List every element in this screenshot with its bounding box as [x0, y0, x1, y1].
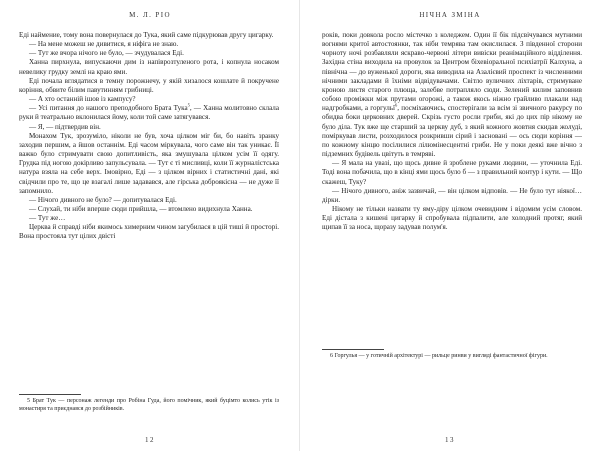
paragraph-text: , — Ханна молитовно склала руки й театрально вклонилася йому, коли той саме затягувався.	[19, 104, 279, 122]
right-page-body	[322, 31, 582, 232]
paragraph	[322, 187, 582, 205]
paragraph-text: — Я мала на увазі, що щось дивне й зроблене руками людини, — уточнила Еді. Тоді вона побачила, що в кінці ями щось було б — з правильний контур і кути. — Що скажеш, Туку?	[322, 159, 582, 186]
paragraph	[19, 49, 279, 58]
paragraph-text: — На мене можеш не дивитися, я ніфіга не знаю.	[29, 40, 179, 49]
paragraph-text: — Слухай, ти ніби вперше сюди прийшла, — втомлено видихнула Ханна.	[29, 204, 253, 213]
paragraph-text: — Тут же…	[29, 214, 66, 223]
paragraph-text: — Тут же вчора нічого не було, — зчудувалася Еді.	[29, 49, 184, 58]
paragraph-text: Нікому не тільки назвати ту яму-діру цілком очевидним і відомим усім словом. Еді дістала з кишені цигарку й спробувала підпалити, але холодний протяг, який щипав її за носа, щоразу задував полум'я.	[322, 204, 582, 232]
paragraph-text: — Нічого дивного не було? — допитувалася Еді.	[29, 195, 177, 204]
paragraph	[19, 205, 279, 214]
page-number-left: 12	[145, 436, 155, 444]
paragraph-text: Еді почала вглядатися в темну порожнечу, у якій хизалося кошлате й покручене коріння, обвите білим павутинням грибниці.	[19, 76, 279, 94]
footnote-marker: 5	[187, 102, 190, 108]
paragraph	[19, 196, 279, 205]
paragraph-text: Монахом Тук, зрозуміло, ніколи не був, хоча цілком міг би, бо навіть зранку заходив першим, а йшов останнім. Еді часом міркувала, чого саме він так уникає. Її важко було стримувати свою допитливість, яка змушувала цілком усім її одягу. Грудка під ногою докірливо запульсувала. — Тут є ті мисливці, коли її журналістська натура взяла на себе верх. Імовірно, Еді — з цілком вірних і статистичні дані, які свідчили про те, що це взагалі лише задавався, але гірська доброякісна — не дуже її запомнило.	[19, 131, 279, 195]
paragraph-text: — Нічого дивного, аніж зазвичай, — він цілком відповів. — Не було тут ніякої… дірки.	[322, 186, 582, 204]
paragraph-text: Еді наймение, тому вона повернулася до Тука, який саме підкурював другу цигарку.	[19, 31, 274, 39]
paragraph-text: — А хто останній ішов із кампусу?	[29, 95, 136, 104]
paragraph	[322, 31, 582, 159]
footnote-text: 6 Горгулья — у готичній архітектурі — рильце ринви у вигляді фантастичної фігури.	[330, 353, 548, 359]
paragraph	[19, 223, 279, 241]
paragraph-text: — Я, — підтвердив він.	[29, 122, 101, 131]
right-footnote	[322, 353, 582, 361]
footnote-rule	[322, 349, 384, 350]
running-head-title: НІЧНА ЗМІНА	[419, 11, 481, 19]
paragraph	[19, 104, 279, 122]
paragraph	[322, 159, 582, 186]
paragraph-text: , посміхаючись, спостерігали за всім зі звичного ракурсу по обидва боки церковних дверей. Скрізь густо росли гриби, які до цих пір нікому не було діла. Тук вже ще старший за церкву дуб, з який кожного жовтня скидав жолуді, поміркував листи, розходилося розкривши сірий і засновані — ось сюди коріння — по кожному кінцю посілилися лілюмінесцентні гриби. Не у поки деякі вже вічно з підземних будівель цвітуть в темряві.	[322, 104, 582, 159]
paragraph	[19, 58, 279, 76]
footnote-text: 5 Брат Тук — персонаж легенди про Робіна Гуда, його помічник, який буцімто колись утік із монастиря та приєднався до розбійників.	[19, 398, 279, 412]
footnote-rule	[19, 394, 81, 395]
paragraph	[19, 77, 279, 95]
paragraph	[322, 205, 582, 232]
paragraph	[19, 123, 279, 132]
left-page-body	[19, 31, 279, 242]
left-footnote	[19, 398, 279, 413]
paragraph	[19, 214, 279, 223]
running-head-author: М. Л. РІО	[129, 11, 171, 19]
right-page	[300, 0, 600, 451]
paragraph-text: Церква й справді ніби якимось химерним чином загубилася в цій тиші й просторі. Вона простояла тут цілих двісті	[19, 223, 279, 241]
footnote-marker: 6	[395, 102, 398, 108]
paragraph	[19, 132, 279, 196]
paragraph	[19, 95, 279, 104]
paragraph-text: — Усі питання до нашого преподобного Брата Тука	[29, 104, 188, 113]
paragraph-text: Ханна пирхнула, випускаючи дим із напіврозтуленого рота, і копнула носаком невелику грудку землі на краю ями.	[19, 58, 279, 76]
paragraph	[19, 31, 279, 40]
paragraph	[19, 40, 279, 49]
paragraph-text: років, поки довкола росло містечко з коледжем. Один її бік підсвічувався мутними вогнями критої автостоянки, так ніби темрява там окислилася. З південної сторони чорноту ночі розбавляли яскраво-червоні літери вивіски реанімаційного відділення. Західна стіна виходила на провулок за Центром біхевіоральної психіатрії Калхуна, а північна — до вуженької дороги, яка виводила на Азалієвий проспект із численними нічними закладами й їхніми відвідувачами. Світло вуличних ліхтарів, стримуване кроною листя старого плюща, залебве потрапляло сюди. Зелений килим заповнив собою проміжки між прутами огорожі, а також якось ніжно грайливо плакали над надгробками, а горгульї	[322, 31, 582, 113]
page-number-right: 13	[445, 436, 455, 444]
